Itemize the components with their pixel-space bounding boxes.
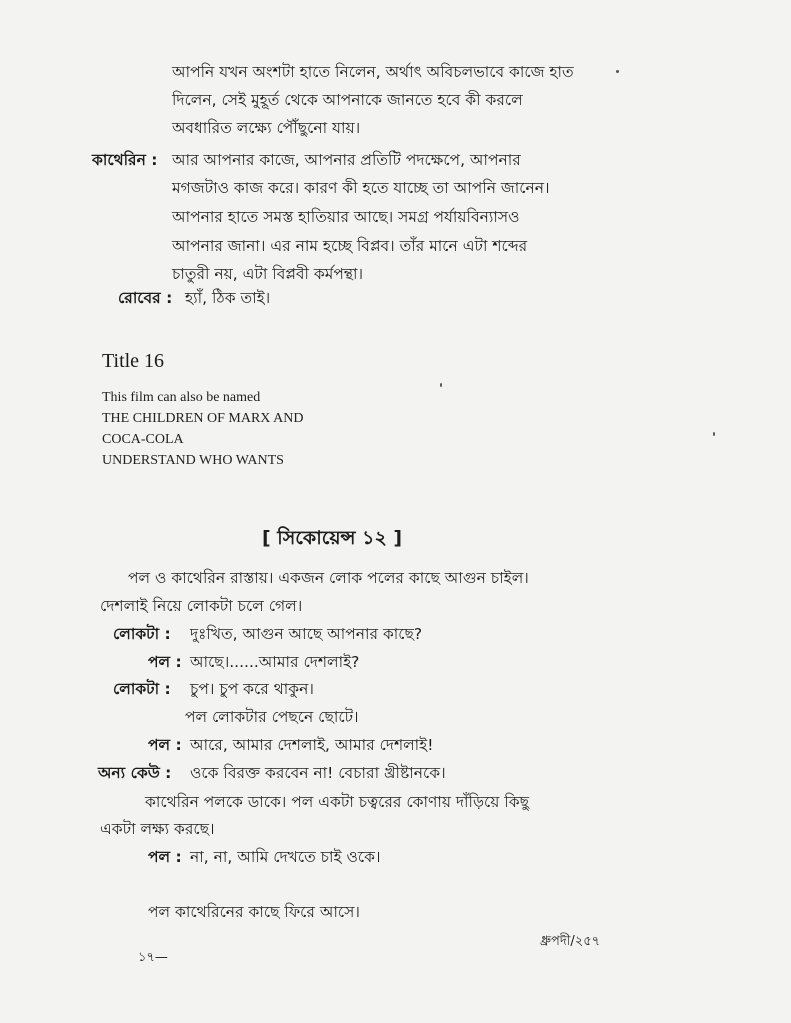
sequence-heading: [ সিকোয়েন্স ১২ ]: [262, 527, 403, 549]
text-line: অবধারিত লক্ষ্যে পৌঁছুনো যায়।: [172, 119, 361, 137]
speaker-label: পল :: [148, 848, 182, 866]
speaker-label: অন্য কেউ :: [98, 764, 172, 782]
text-line: চুপ। চুপ করে থাকুন।: [190, 680, 314, 698]
text-line: আছে।......আমার দেশলাই?: [190, 653, 360, 671]
text-line: দেশলাই নিয়ে লোকটা চলে গেল।: [100, 597, 303, 615]
text-line: পল ও কাথেরিন রাস্তায়। একজন লোক পলের কাছে আগুন চাইল।: [128, 569, 529, 587]
speaker-label: পল :: [148, 736, 182, 754]
signature-mark: ১৭—: [138, 950, 168, 965]
title-heading: Title 16: [102, 350, 165, 372]
speaker-label: পল :: [148, 653, 182, 671]
text-line: একটা লক্ষ্য করছে।: [100, 820, 215, 838]
scan-speck: [713, 432, 715, 436]
speaker-label: লোকটা :: [113, 680, 171, 698]
text-line: মগজটাও কাজ করে। কারণ কী হতে যাচ্ছে তা আপনি জানেন।: [172, 179, 550, 197]
text-line: না, না, আমি দেখতে চাই ওকে।: [190, 848, 381, 866]
text-line: আপনি যখন অংশটা হাতে নিলেন, অর্থাৎ অবিচলভাবে কাজে হাত: [172, 63, 574, 81]
text-line: হ্যাঁ, ঠিক তাই।: [185, 289, 271, 307]
text-line: আপনার জানা। এর নাম হচ্ছে বিপ্লব। তাঁর মানে এটা শব্দের: [172, 237, 528, 255]
title-line: COCA-COLA: [102, 432, 184, 447]
scan-speck: [616, 70, 619, 73]
speaker-label: কাথেরিন :: [92, 151, 158, 169]
text-line: পল কাথেরিনের কাছে ফিরে আসে।: [148, 903, 360, 921]
text-line: চাতুরী নয়, এটা বিপ্লবী কর্মপন্থা।: [172, 265, 364, 283]
scan-speck: [440, 383, 442, 387]
title-line: UNDERSTAND WHO WANTS: [102, 453, 284, 468]
text-line: আরে, আমার দেশলাই, আমার দেশলাই!: [190, 736, 434, 754]
speaker-label: লোকটা :: [113, 625, 171, 643]
text-line: দুঃখিত, আগুন আছে আপনার কাছে?: [190, 625, 423, 643]
text-line: ওকে বিরক্ত করবেন না! বেচারা খ্রীষ্টানকে।: [190, 764, 446, 782]
speaker-label: রোবের :: [118, 289, 173, 307]
text-line: আর আপনার কাজে, আপনার প্রতিটি পদক্ষেপে, আপনার: [172, 151, 521, 169]
text-line: আপনার হাতে সমস্ত হাতিয়ার আছে। সমগ্র পর্যায়বিন্যাসও: [172, 208, 520, 226]
text-line: দিলেন, সেই মুহূর্ত থেকে আপনাকে জানতে হবে কী করলে: [172, 91, 523, 109]
text-line: পল লোকটার পেছনে ছোটে।: [185, 708, 359, 726]
page-reference: ধ্রুপদী/২৫৭: [540, 934, 601, 949]
title-line: THE CHILDREN OF MARX AND: [102, 411, 304, 426]
title-line: This film can also be named: [102, 390, 261, 405]
text-line: কাথেরিন পলকে ডাকে। পল একটা চত্বরের কোণায় দাঁড়িয়ে কিছু: [145, 793, 530, 811]
